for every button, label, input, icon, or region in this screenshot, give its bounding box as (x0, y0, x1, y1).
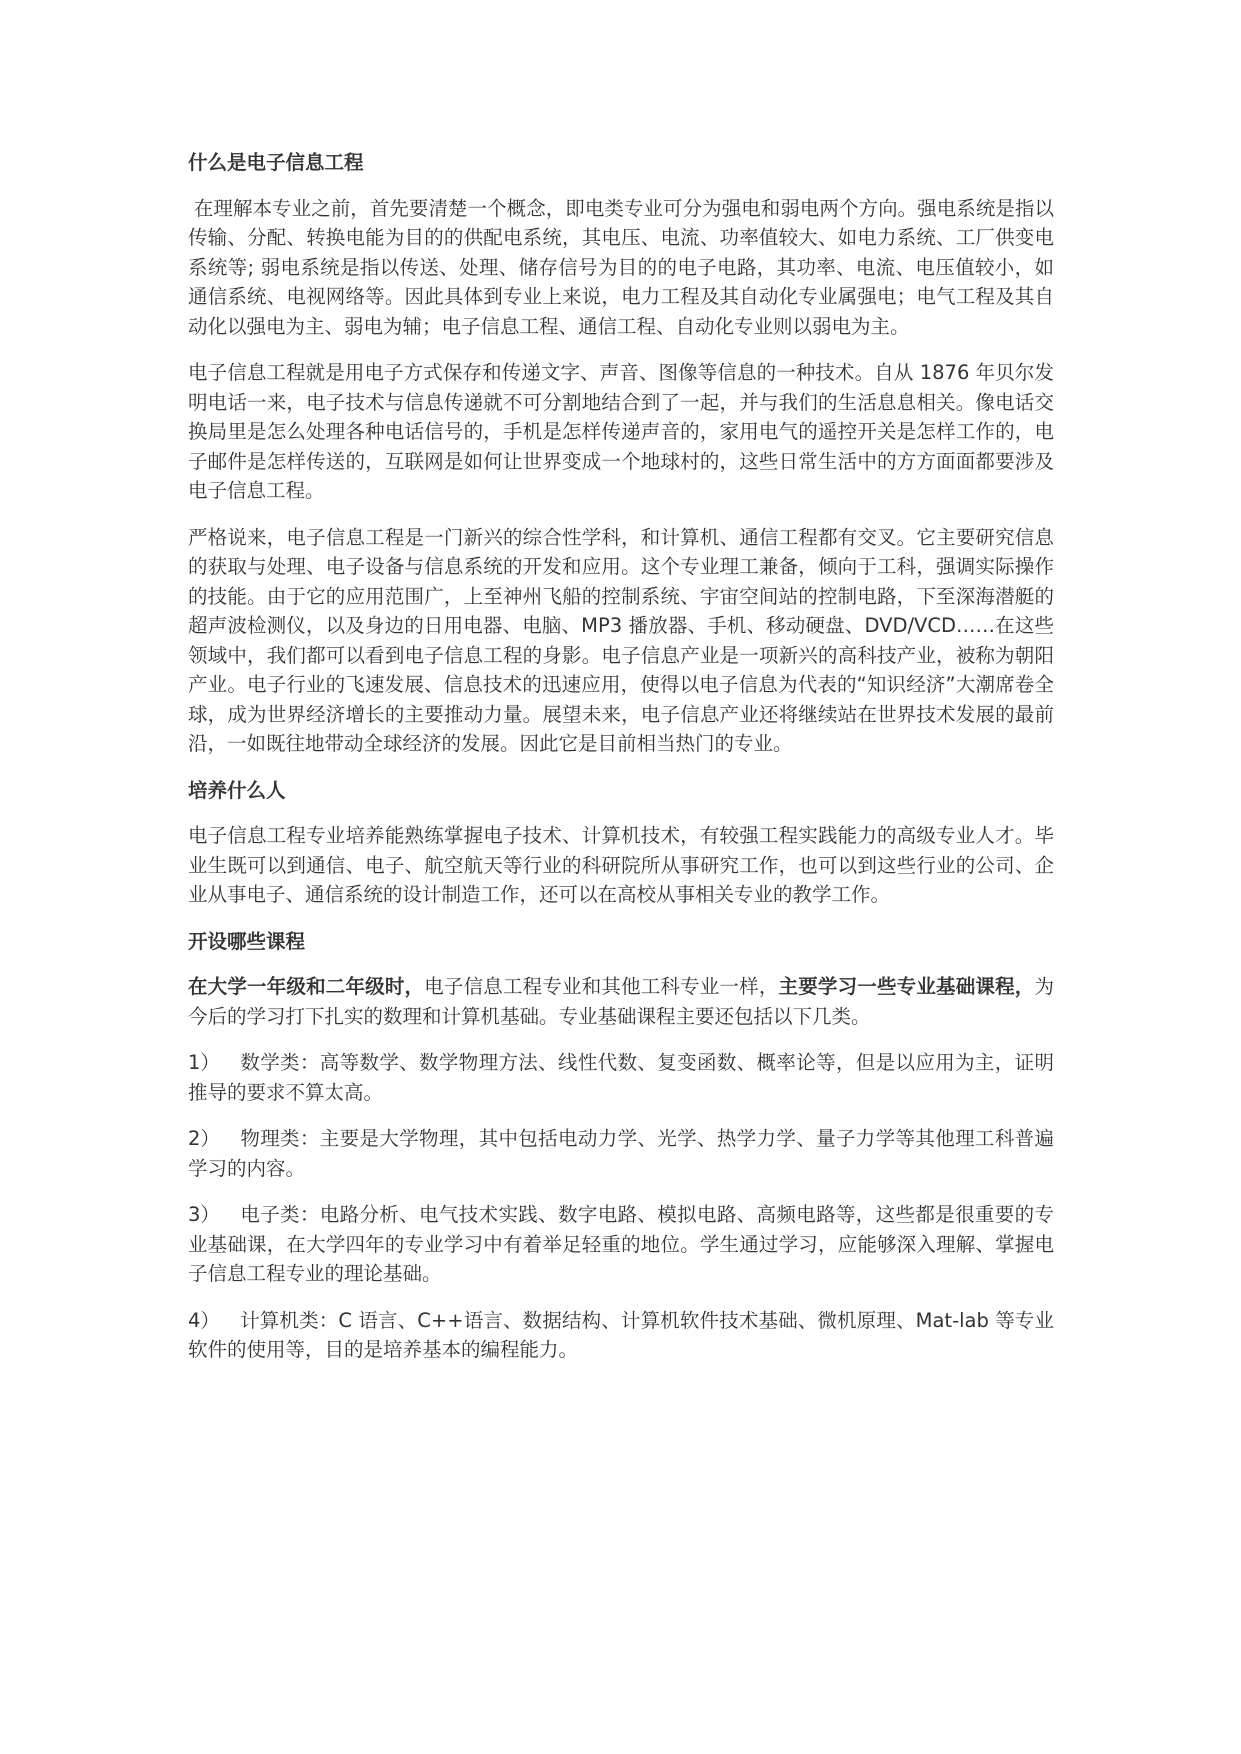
course-item-math (188, 1048, 1054, 1107)
document-page (188, 148, 1054, 1382)
item-number: 3） (188, 1203, 220, 1226)
section-heading-courses: 开设哪些课程 (188, 929, 306, 953)
item-number: 1） (188, 1051, 220, 1074)
item-text: 物理类：主要是大学物理，其中包括电动力学、光学、热学力学、量子力学等其他理工科普遍学习的内容。 (188, 1127, 1054, 1180)
course-item-electronics (188, 1200, 1054, 1289)
intro-bold-years: 在大学一年级和二年级时， (188, 975, 425, 998)
intro-text-foundation: 为今后的学习打下扎实的数理和计算机基础。专业基础课程主要还包括以下几类。 (188, 975, 1054, 1028)
item-text: 电子类：电路分析、电气技术实践、数字电路、模拟电路、高频电路等，这些都是很重要的专业基础课，在大学四年的专业学习中有着举足轻重的地位。学生通过学习，应能够深入理解、掌握电子信息工程专业的理论基础。 (188, 1203, 1054, 1285)
course-item-computer (188, 1306, 1054, 1365)
paragraph-training-goal: 电子信息工程专业培养能熟练掌握电子技术、计算机技术，有较强工程实践能力的高级专业人才。毕业生既可以到通信、电子、航空航天等行业的科研院所从事研究工作，也可以到这些行业的公司、企业从事电子、通信系统的设计制造工作，还可以在高校从事相关专业的教学工作。 (188, 824, 1054, 906)
item-number: 2） (188, 1127, 220, 1150)
item-number: 4） (188, 1308, 220, 1332)
paragraph-definition: 电子信息工程就是用电子方式保存和传递文字、声音、图像等信息的一种技术。自从 1876 年贝尔发明电话一来，电子技术与信息传递就不可分割地结合到了一起，并与我们的生活息息相关。像电话交换局里是怎么处理各种电话信号的，手机是怎样传递声音的，家用电气的遥控开关是怎样工作的，电子邮件是怎样传送的，互联网是如何让世界变成一个地球村的，这些日常生活中的方方面面都要涉及电子信息工程。 (188, 361, 1054, 502)
item-text: 计算机类：C 语言、C++语言、数据结构、计算机软件技术基础、微机原理、Mat-lab 等专业软件的使用等，目的是培养基本的编程能力。 (188, 1308, 1054, 1361)
section-heading-what-is-eie: 什么是电子信息工程 (188, 151, 364, 174)
intro-text-same: 电子信息工程专业和其他工科专业一样， (424, 975, 779, 998)
paragraph-discipline-overview: 严格说来，电子信息工程是一门新兴的综合性学科，和计算机、通信工程都有交叉。它主要研究信息的获取与处理、电子设备与信息系统的开发和应用。这个专业理工兼备，倾向于工科，强调实际操作的技能。由于它的应用范围广，上至神州飞船的控制系统、宇宙空间站的控制电路，下至深海潜艇的超声波检测仪，以及身边的日用电器、电脑、MP3 播放器、手机、移动硬盘、DVD/VCD……在这些领域中，我们都可以看到电子信息工程的身影。电子信息产业是一项新兴的高科技产业，被称为朝阳产业。电子行业的飞速发展、信息技术的迅速应用，使得以电子信息为代表的“知识经济”大潮席卷全球，成为世界经济增长的主要推动力量。展望未来，电子信息产业还将继续站在世界技术发展的最前沿，一如既往地带动全球经济的发展。因此它是目前相当热门的专业。 (188, 525, 1054, 755)
section-heading-training-goal: 培养什么人 (188, 778, 286, 802)
intro-bold-basics: 主要学习一些专业基础课程， (778, 975, 1035, 998)
paragraph-strong-weak-current: 在理解本专业之前，首先要清楚一个概念，即电类专业可分为强电和弱电两个方向。强电系统是指以传输、分配、转换电能为目的的供配电系统，其电压、电流、功率值较大、如电力系统、工厂供变电系统等; 弱电系统是指以传送、处理、储存信号为目的的电子电路，其功率、电流、电压值较小，如通信系统、电视网络等。因此具体到专业上来说，电力工程及其自动化专业属强电；电气工程及其自动化以强电为主、弱电为辅；电子信息工程、通信工程、自动化专业则以弱电为主。 (188, 196, 1054, 338)
item-text: 数学类：高等数学、数学物理方法、线性代数、复变函数、概率论等，但是以应用为主，证明推导的要求不算太高。 (188, 1051, 1054, 1104)
course-item-physics (188, 1124, 1054, 1183)
paragraph-courses-intro (188, 972, 1054, 1031)
